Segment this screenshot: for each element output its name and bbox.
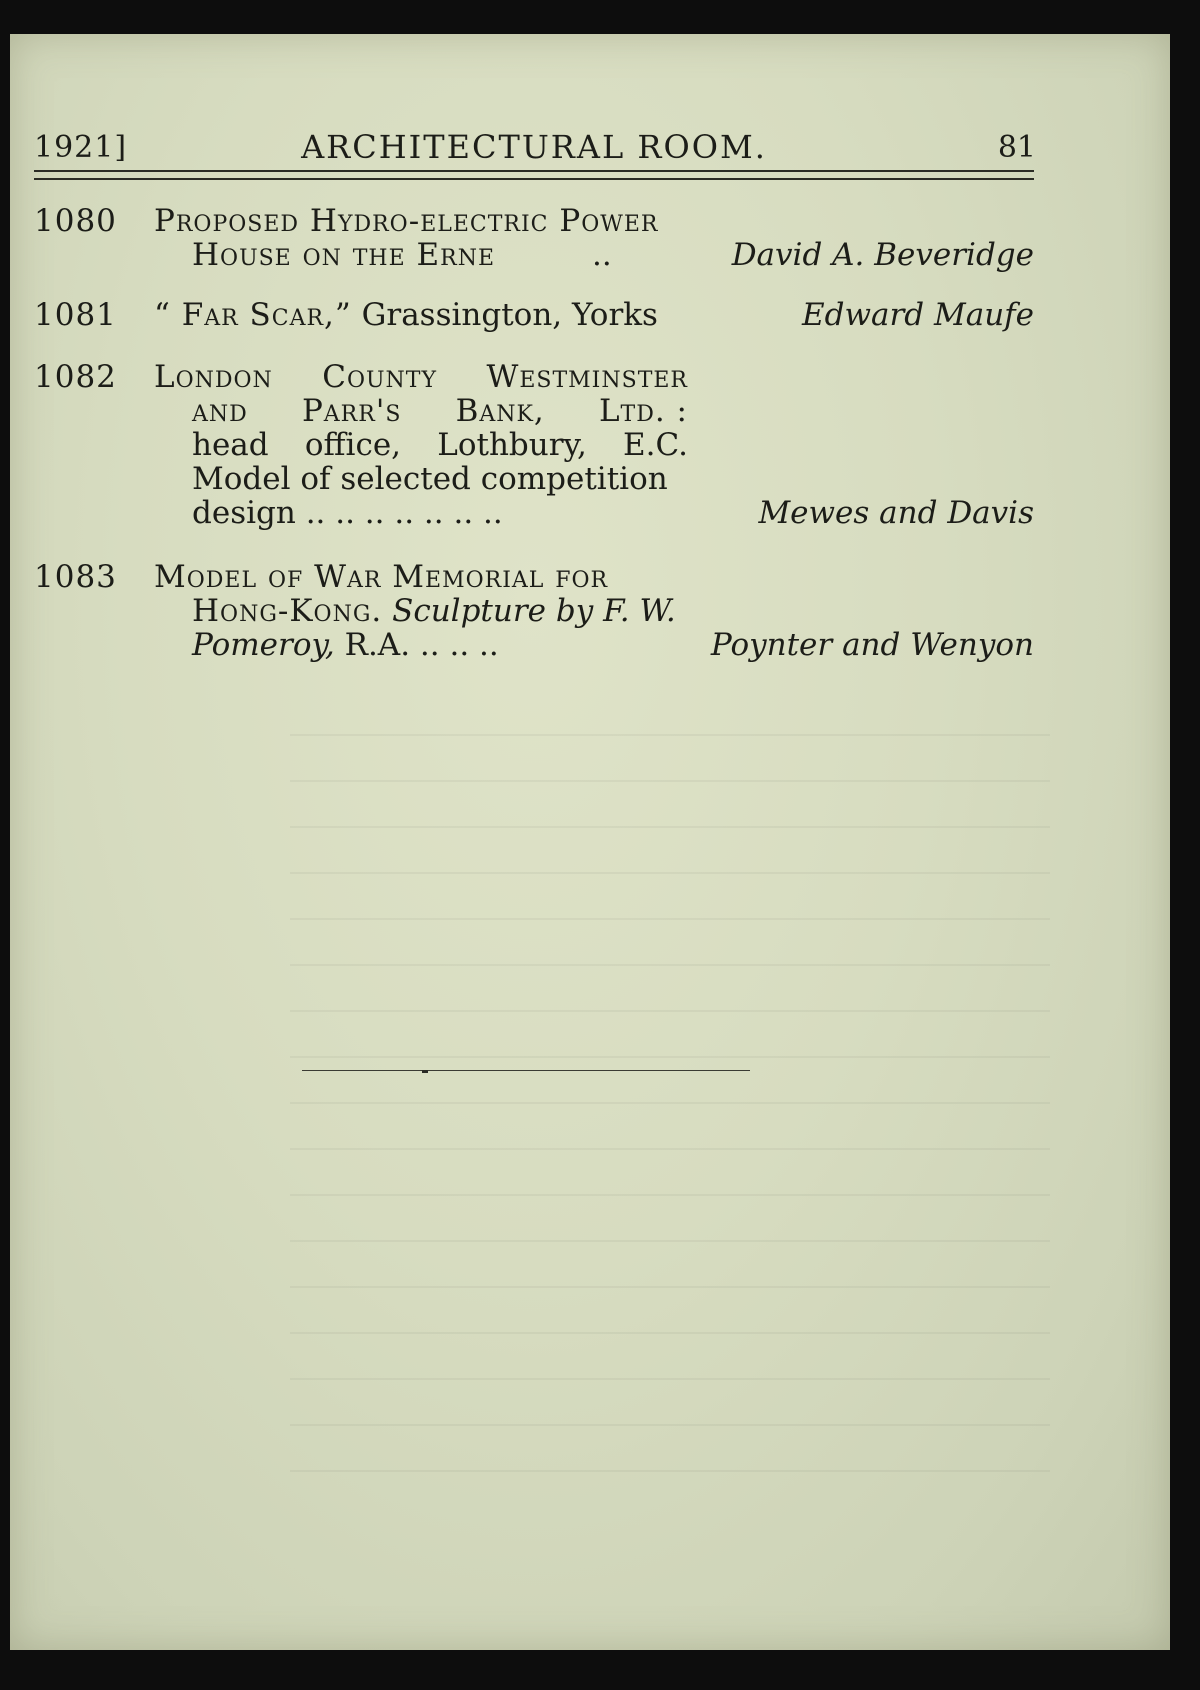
book-page (10, 34, 1170, 1650)
architect-name: Poynter and Wenyon (710, 627, 1034, 663)
title-word: Parr's (301, 393, 402, 429)
architect-name: Mewes and Davis (758, 495, 1034, 531)
title-word: Westminster (486, 359, 688, 395)
bleed-through-texture (290, 734, 1050, 1494)
title-word: County (322, 359, 438, 395)
architect-name: Edward Maufe (801, 297, 1034, 333)
section-end-rule (302, 1070, 750, 1075)
entry-title-line (154, 594, 1034, 628)
entry-description-line (154, 428, 688, 462)
running-header (34, 120, 1034, 170)
header-double-rule (34, 170, 1034, 180)
entry-title-continued: Hong-Kong. (192, 593, 383, 629)
title-word: London (154, 359, 273, 395)
entry-title-line (154, 360, 688, 394)
page-number: 81 (997, 130, 1036, 165)
title-word: Ltd. : (598, 393, 688, 429)
entry-number: 1080 (34, 203, 117, 239)
entry-body (154, 360, 1034, 530)
entry-title-line: Model of War Memorial for (154, 559, 609, 595)
dot-leader: .. (592, 237, 612, 273)
title-word: and (192, 393, 248, 429)
sculptor-credit: Sculpture by F. W. (392, 593, 676, 629)
entry-description-line (154, 496, 1034, 530)
entry-description-line (154, 628, 1034, 662)
entry-title-text: Grassington, Yorks (361, 297, 658, 333)
description-word: Lothbury, (437, 427, 587, 463)
sculptor-name: Pomeroy, (192, 627, 335, 663)
entry-title-line (154, 394, 688, 428)
entry-body (154, 560, 1034, 662)
entry-title-small-caps: “ Far Scar,” (154, 297, 352, 333)
entry-number: 1082 (34, 359, 117, 395)
header-year: 1921] (34, 130, 128, 165)
sculptor-title: R.A. (344, 627, 411, 663)
entry-body (154, 204, 1034, 272)
page-title: ARCHITECTURAL ROOM. (301, 128, 767, 166)
entry-body (154, 298, 1034, 332)
dot-leader: .. .. .. .. .. .. .. (305, 495, 503, 531)
entry-description-line: Model of selected competition (192, 461, 668, 497)
description-word: head (192, 427, 269, 463)
entry-number: 1081 (34, 297, 117, 333)
entry-title-line (154, 238, 1034, 272)
entry-number: 1083 (34, 559, 117, 595)
entry-title-continued: House on the Erne (192, 237, 496, 273)
entry-title-line: Proposed Hydro-electric Power (154, 203, 659, 239)
entry-title-line (154, 298, 1034, 332)
title-word: Bank, (455, 393, 545, 429)
architect-name: David A. Beveridge (731, 237, 1034, 273)
dot-leader: .. .. .. (419, 627, 499, 663)
description-word: E.C. (623, 427, 688, 463)
description-word: office, (304, 427, 402, 463)
entry-description-end: design (192, 495, 296, 531)
